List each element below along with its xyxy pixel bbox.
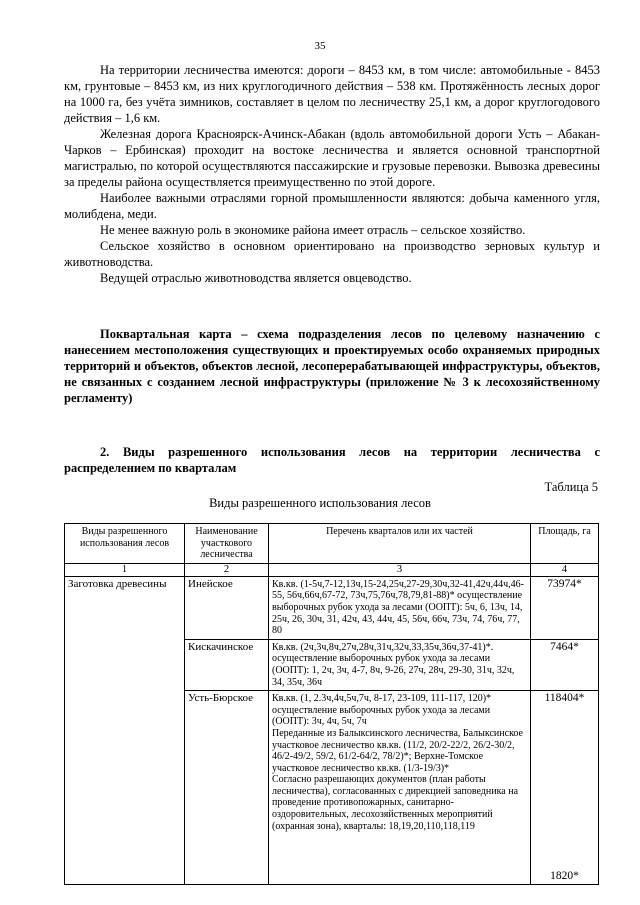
column-number: 3	[269, 563, 531, 576]
column-header: Виды разрешенного использования лесов	[65, 524, 185, 564]
quarters-cell: Кв.кв. (1-5ч,7-12,13ч,15-24,25ч,27-29,30ч,32-41,42ч,44ч,46-55, 56ч,66ч,67-72, 73ч,75,76ч,78,79,81-88)* осуществление выборочных рубок ухода за лесами (ООПТ): 5ч, 6, 13ч, 14, 25ч, 26, 30ч, 31, 42ч, 43, 44ч, 45, 56ч, 66ч, 73ч, 74, 76ч, 77, 80	[269, 576, 531, 639]
body-text	[64, 62, 600, 286]
map-heading: Поквартальная карта – схема подразделения лесов по целевому назначению с нанесением местоположения существующих и проектируемых особо охраняемых природных территорий и объектов, объектов лесной, лесоперерабатывающей инфраструктуры, объектов, не связанных с созданием лесной инфраструктуры (приложение № 3 к лесохозяйственному регламенту)	[64, 327, 600, 405]
paragraph: Сельское хозяйство в основном ориентировано на производство зерновых культур и животноводства.	[64, 239, 600, 269]
column-header: Площадь, га	[531, 524, 599, 564]
area-cell: 73974*	[531, 576, 599, 639]
column-number: 1	[65, 563, 185, 576]
allowed-use-table	[64, 523, 599, 885]
paragraph: Ведущей отраслью животноводства является овцеводство.	[100, 271, 412, 285]
district-cell: Кискачинское	[185, 639, 269, 690]
area-value-extra: 1820*	[550, 869, 579, 882]
use-type-cell: Заготовка древесины	[65, 576, 185, 885]
paragraph: Наиболее важными отраслями горной промышленности являются: добыча каменного угля, молибдена, меди.	[64, 191, 600, 221]
section-heading: 2. Виды разрешенного использования лесов на территории лесничества с распределением по кварталам	[64, 445, 600, 475]
table-header-row	[65, 524, 599, 564]
area-value: 118404*	[544, 692, 585, 705]
section-heading-block	[64, 444, 600, 476]
column-header: Перечень кварталов или их частей	[269, 524, 531, 564]
district-cell: Инейское	[185, 576, 269, 639]
table-row	[65, 576, 599, 639]
page-number: 35	[314, 40, 326, 52]
paragraph: На территории лесничества имеются: дороги – 8453 км, в том числе: автомобильные - 8453 км, грунтовые – 8453 км, из них круглогодичного действия – 538 км. Протяжённость лесных дорог на 1000 га, без учёта зимников, составляет в целом по лесничеству 25,1 км, а дорог круглогодового действия – 1,6 км.	[64, 63, 600, 125]
quarters-cell: Кв.кв. (2ч,3ч,8ч,27ч,28ч,31ч,32ч,33,35ч,36ч,37-41)*. осуществление выборочных рубок ухода за лесами (ООПТ): 1, 2ч, 3ч, 4-7, 8ч, 9-26, 27ч, 28ч, 29-30, 31ч, 32ч, 34, 35ч, 36ч	[269, 639, 531, 690]
paragraph: Железная дорога Красноярск-Ачинск-Абакан (вдоль автомобильной дороги Усть – Абакан-Чарков – Ербинская) проходит на востоке лесничества и является основной транспортной магистралью, по которой осуществляются пассажирские и грузовые перевозки. Вывозка древесины за пределы района осуществляется преимущественно по этой дороге.	[64, 127, 600, 189]
column-number: 4	[531, 563, 599, 576]
table-title: Виды разрешенного использования лесов	[209, 496, 431, 510]
map-heading-block	[64, 326, 600, 406]
quarters-cell: Кв.кв. (1, 2.3ч,4ч,5ч,7ч, 8-17, 23-109, 111-117, 120)* осуществление выборочных рубок ухода за лесами (ООПТ): 3ч, 4ч, 5ч, 7ч Переданные из Балыксинского лесничества, Балыксинское участковое лесничество кв.кв. (11/2, 20/2-22/2, 26/2-30/2, 46/2-49/2, 59/2, 61/2-64/2, 78/2)*; Верхне-Томское участковое лесничество кв.кв. (1/3-19/3)* Согласно разрешающих документов (план работы лесничества), согласованных с дирекцией заповедника на проведение противопожарных, санитарно-оздоровительных, лесохозяйственных мероприятий (охранная зона), кварталы: 18,19,20,110,118,119	[269, 691, 531, 885]
area-cell: 7464*	[531, 639, 599, 690]
table-label: Таблица 5	[544, 480, 598, 494]
paragraph: Не менее важную роль в экономике района имеет отрасль – сельское хозяйство.	[100, 223, 526, 237]
column-number: 2	[185, 563, 269, 576]
column-number-row	[65, 563, 599, 576]
column-header: Наименование участкового лесничества	[185, 524, 269, 564]
area-cell	[531, 691, 599, 885]
district-cell: Усть-Бюрское	[185, 691, 269, 885]
